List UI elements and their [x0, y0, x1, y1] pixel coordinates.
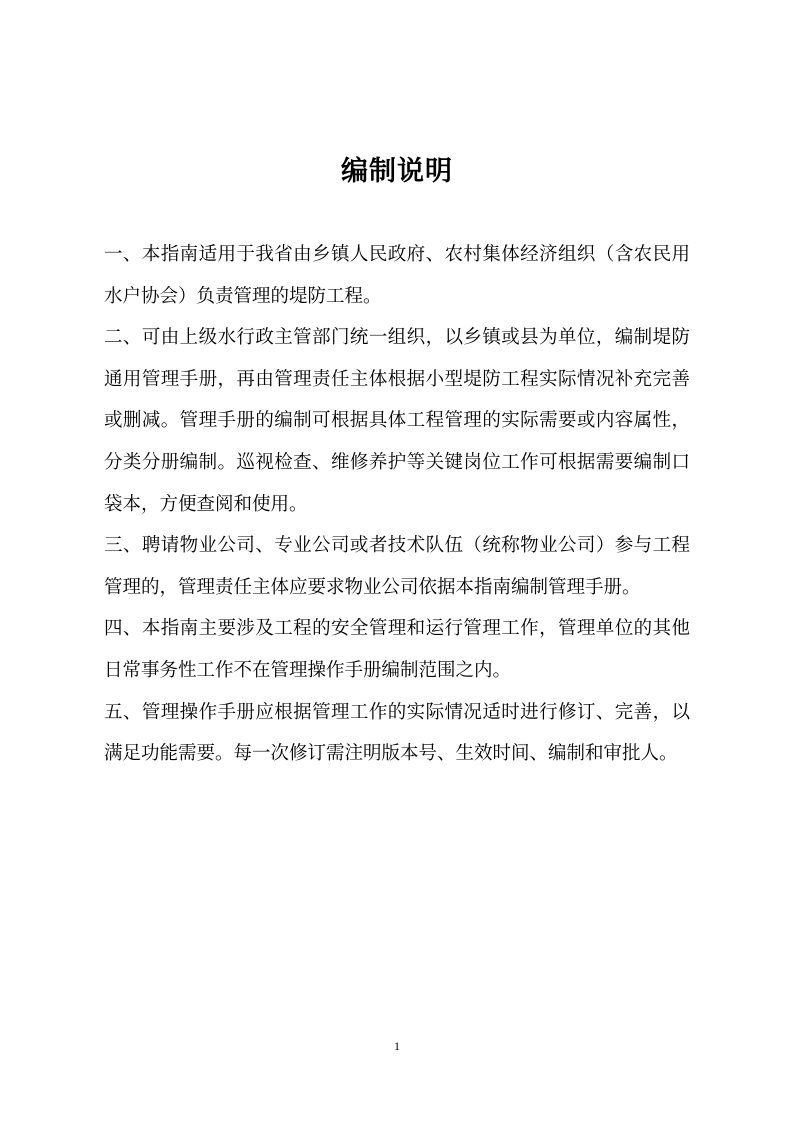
body-text: [104, 234, 690, 775]
paragraph-2: 二、可由上级水行政主管部门统一组织，以乡镇或县为单位，编制堤防通用管理手册，再由管理责任主体根据小型堤防工程实际情况补充完善或删减。管理手册的编制可根据具体工程管理的实际需要或内容属性，分类分册编制。巡视检查、维修养护等关键岗位工作可根据需要编制口袋本，方便查阅和使用。: [104, 327, 690, 515]
paragraph-1: 一、本指南适用于我省由乡镇人民政府、农村集体经济组织（含农民用水户协会）负责管理的堤防工程。: [104, 244, 690, 307]
page-number: 1: [394, 1039, 400, 1053]
paragraph-4: 四、本指南主要涉及工程的安全管理和运行管理工作，管理单位的其他日常事务性工作不在管理操作手册编制范围之内。: [104, 618, 690, 681]
page-title: 编制说明: [341, 156, 453, 187]
paragraph-3: 三、聘请物业公司、专业公司或者技术队伍（统称物业公司）参与工程管理的，管理责任主体应要求物业公司依据本指南编制管理手册。: [104, 535, 690, 598]
paragraph-5: 五、管理操作手册应根据管理工作的实际情况适时进行修订、完善，以满足功能需要。每一次修订需注明版本号、生效时间、编制和审批人。: [104, 701, 690, 765]
